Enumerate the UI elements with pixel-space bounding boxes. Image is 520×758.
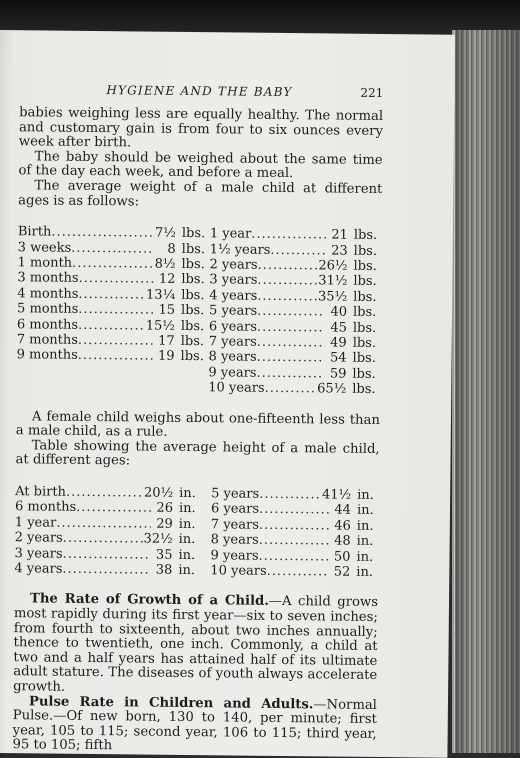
measure-unit: lbs. <box>352 304 377 321</box>
dot-leader <box>259 548 329 564</box>
dot-leader <box>78 287 146 303</box>
dot-leader <box>78 302 153 318</box>
measure-unit: in. <box>179 485 196 502</box>
dot-leader <box>78 348 153 364</box>
age-label: 1 month <box>17 255 73 271</box>
measure-unit: lbs. <box>353 227 378 244</box>
measure-value: 41½ <box>321 487 352 503</box>
measure-unit: in. <box>178 501 196 517</box>
age-label: 5 years <box>208 303 258 319</box>
age-label: 10 years <box>208 380 265 397</box>
dot-leader <box>63 546 151 562</box>
measure-unit: lbs. <box>353 243 378 259</box>
measure-unit: lbs. <box>180 318 205 334</box>
measure-unit: lbs. <box>352 351 376 367</box>
measure-value: 65½ <box>317 381 347 397</box>
measure-unit: lbs. <box>353 274 377 290</box>
table-row <box>209 288 381 305</box>
measure-value: 21 <box>331 227 348 243</box>
paragraph-pulse <box>12 695 377 757</box>
table-row <box>208 365 380 382</box>
dot-leader <box>259 502 329 518</box>
dot-leader <box>257 273 318 289</box>
age-label: 3 months <box>17 270 79 287</box>
measure-value: 13¼ <box>146 287 176 303</box>
dot-leader <box>56 515 151 531</box>
measure-unit: in. <box>178 547 196 563</box>
measure-value: 19 <box>157 349 175 365</box>
age-label: 3 weeks <box>17 239 72 256</box>
paragraph-3: The average weight of a male child at different ages is as follows: <box>18 178 383 210</box>
measure-unit: lbs. <box>352 320 377 336</box>
table-row <box>210 226 382 243</box>
measure-value: 15½ <box>145 318 175 334</box>
measure-value: 59 <box>329 366 347 382</box>
age-label: 5 years <box>211 486 260 502</box>
dot-leader <box>71 240 154 256</box>
measure-value: 38 <box>155 562 173 578</box>
measure-value: 17 <box>158 333 175 349</box>
page-gutter-shadow <box>455 30 520 753</box>
age-label: 6 years <box>208 318 258 335</box>
measure-value: 49 <box>330 335 347 351</box>
measure-value: 20½ <box>143 485 174 501</box>
weight-table-right-column <box>208 226 382 397</box>
measure-unit: in. <box>357 487 374 503</box>
table-row <box>209 319 381 336</box>
measure-value: 40 <box>330 304 348 320</box>
weight-table-left-column <box>16 224 210 395</box>
dot-leader <box>257 335 325 351</box>
running-title: HYGIENE AND THE BABY <box>106 83 293 100</box>
weight-table <box>16 224 382 397</box>
measure-value: 45 <box>330 320 347 336</box>
measure-value: 44 <box>334 502 352 519</box>
age-label: 2 years <box>209 257 258 273</box>
measure-unit: lbs. <box>352 366 376 382</box>
table-row <box>210 242 382 259</box>
dot-leader <box>259 533 329 549</box>
measure-unit: lbs. <box>180 303 205 319</box>
paragraph-5: Table showing the average height of a male child, at different ages: <box>15 438 380 469</box>
age-label: 4 months <box>17 285 79 302</box>
age-label: 6 years <box>210 501 260 518</box>
age-label: 3 years <box>209 272 258 289</box>
page-number: 221 <box>360 85 384 101</box>
dot-leader <box>257 350 325 366</box>
measure-value: 52 <box>333 564 351 580</box>
measure-unit: in. <box>356 503 374 519</box>
table-row <box>209 350 381 367</box>
measure-unit: in. <box>178 562 196 579</box>
age-label: 2 years <box>14 530 63 546</box>
table-row <box>208 380 380 397</box>
book-page <box>0 30 455 758</box>
measure-unit: lbs. <box>181 272 205 288</box>
measure-value: 32½ <box>143 531 173 548</box>
measure-unit: lbs. <box>181 226 206 242</box>
age-label: 4 years <box>14 561 63 577</box>
measure-unit: lbs. <box>180 349 204 365</box>
measure-value: 15 <box>158 302 176 319</box>
measure-value: 8½ <box>154 256 176 272</box>
paragraph-2: The baby should be weighed about the same time of the day each week, and before a meal. <box>18 149 383 182</box>
table-row <box>211 486 379 503</box>
measure-value: 23 <box>331 243 348 259</box>
table-row <box>209 303 381 320</box>
page-content <box>12 82 383 757</box>
measure-unit: in. <box>178 516 196 532</box>
measure-unit: lbs. <box>352 335 377 351</box>
age-label: At birth <box>15 484 67 500</box>
age-label: 7 months <box>16 332 79 348</box>
measure-unit: in. <box>356 564 374 580</box>
age-label: 7 years <box>210 517 259 533</box>
measure-value: 29 <box>156 516 173 532</box>
growth-text: —A child grows most rapidly during its first year—six to seven inches; from fourth to sixteenth, about two inches annually; thence to twentieth, one inch. Commonly, a child at two and a half years has attained half of its ultimate adult stature. The diseases of youth always accelerate growth. <box>13 594 379 695</box>
measure-unit: lbs. <box>353 258 377 274</box>
table-row <box>209 273 381 290</box>
dot-leader <box>78 333 153 349</box>
age-label: 5 months <box>17 301 79 318</box>
measure-unit: lbs. <box>181 241 206 257</box>
paragraph-4: A female child weighs about one-fifteenth less than a male child, as a rule. <box>15 408 381 440</box>
table-row <box>210 548 378 565</box>
table-row <box>210 563 378 580</box>
age-label: 9 months <box>16 347 78 364</box>
measure-value: 8 <box>167 241 176 257</box>
age-label: 1 year <box>14 514 57 531</box>
age-label: Birth <box>17 224 52 240</box>
dot-leader <box>72 256 154 272</box>
measure-value: 35 <box>155 547 173 563</box>
measure-value: 26 <box>156 501 174 517</box>
dot-leader <box>78 317 146 333</box>
measure-value: 50 <box>333 549 351 565</box>
running-header <box>19 82 383 104</box>
dot-leader <box>62 562 150 578</box>
dot-leader <box>257 288 318 304</box>
measure-unit: lbs. <box>181 256 205 273</box>
dot-leader <box>270 242 325 258</box>
measure-unit: in. <box>356 518 374 534</box>
measure-value: 7½ <box>154 225 176 242</box>
pulse-heading: Pulse Rate in Children and Adults. <box>28 693 314 712</box>
height-table-right-column <box>210 486 379 580</box>
table-row <box>211 502 379 519</box>
dot-leader <box>66 485 144 501</box>
table-row <box>209 257 381 274</box>
dot-leader <box>51 225 154 241</box>
height-table <box>14 484 379 580</box>
paragraph-growth <box>13 593 378 699</box>
table-row <box>17 348 209 365</box>
measure-unit: lbs. <box>352 381 376 398</box>
age-label: 4 years <box>209 287 258 304</box>
dot-leader <box>63 531 144 547</box>
age-label: 1½ years <box>209 241 271 258</box>
measure-value: 31½ <box>318 273 348 290</box>
height-table-left-column <box>14 484 201 578</box>
measure-value: 12 <box>158 272 176 288</box>
dot-leader <box>76 500 151 516</box>
dot-leader <box>259 518 329 534</box>
table-row <box>209 334 381 351</box>
measure-value: 54 <box>329 350 347 367</box>
age-label: 7 years <box>208 334 257 350</box>
measure-value: 46 <box>334 518 351 534</box>
age-label: 9 years <box>210 547 259 564</box>
measure-value: 26½ <box>318 258 348 274</box>
measure-unit: lbs. <box>353 289 377 305</box>
pulse-text: —Normal Pulse.—Of new born, 130 to 140, per minute; first year, 105 to 115; second year, 106 to 115; third year, 95 to 105; fifth <box>12 696 378 754</box>
dot-leader <box>259 487 322 503</box>
age-label: 8 years <box>208 349 257 366</box>
age-label: 8 years <box>210 532 259 548</box>
measure-unit: in. <box>356 549 374 565</box>
measure-unit: in. <box>356 533 374 550</box>
measure-unit: lbs. <box>180 333 205 350</box>
paragraph-1: babies weighing less are equally healthy. The normal and customary gain is from four to six ounces every week after birth. <box>18 105 384 151</box>
table-row <box>14 561 200 578</box>
dot-leader <box>265 381 318 397</box>
dot-leader <box>256 366 324 382</box>
age-label: 1 year <box>209 226 252 242</box>
dot-leader <box>79 271 154 287</box>
growth-heading: The Rate of Growth of a Child. <box>29 591 269 610</box>
dot-leader <box>257 319 325 335</box>
measure-value: 48 <box>334 533 351 549</box>
dot-leader <box>267 564 329 580</box>
age-label: 3 years <box>14 545 63 562</box>
measure-unit: in. <box>178 532 196 548</box>
measure-value: 35½ <box>317 289 348 305</box>
dot-leader <box>251 227 326 243</box>
age-label: 9 years <box>208 365 257 381</box>
age-label: 6 months <box>16 316 79 333</box>
table-row <box>211 517 379 534</box>
measure-unit: lbs. <box>181 287 205 303</box>
dot-leader <box>257 304 325 320</box>
age-label: 10 years <box>210 563 267 579</box>
table-row <box>211 532 379 549</box>
age-label: 6 months <box>14 499 77 516</box>
dot-leader <box>258 258 319 274</box>
